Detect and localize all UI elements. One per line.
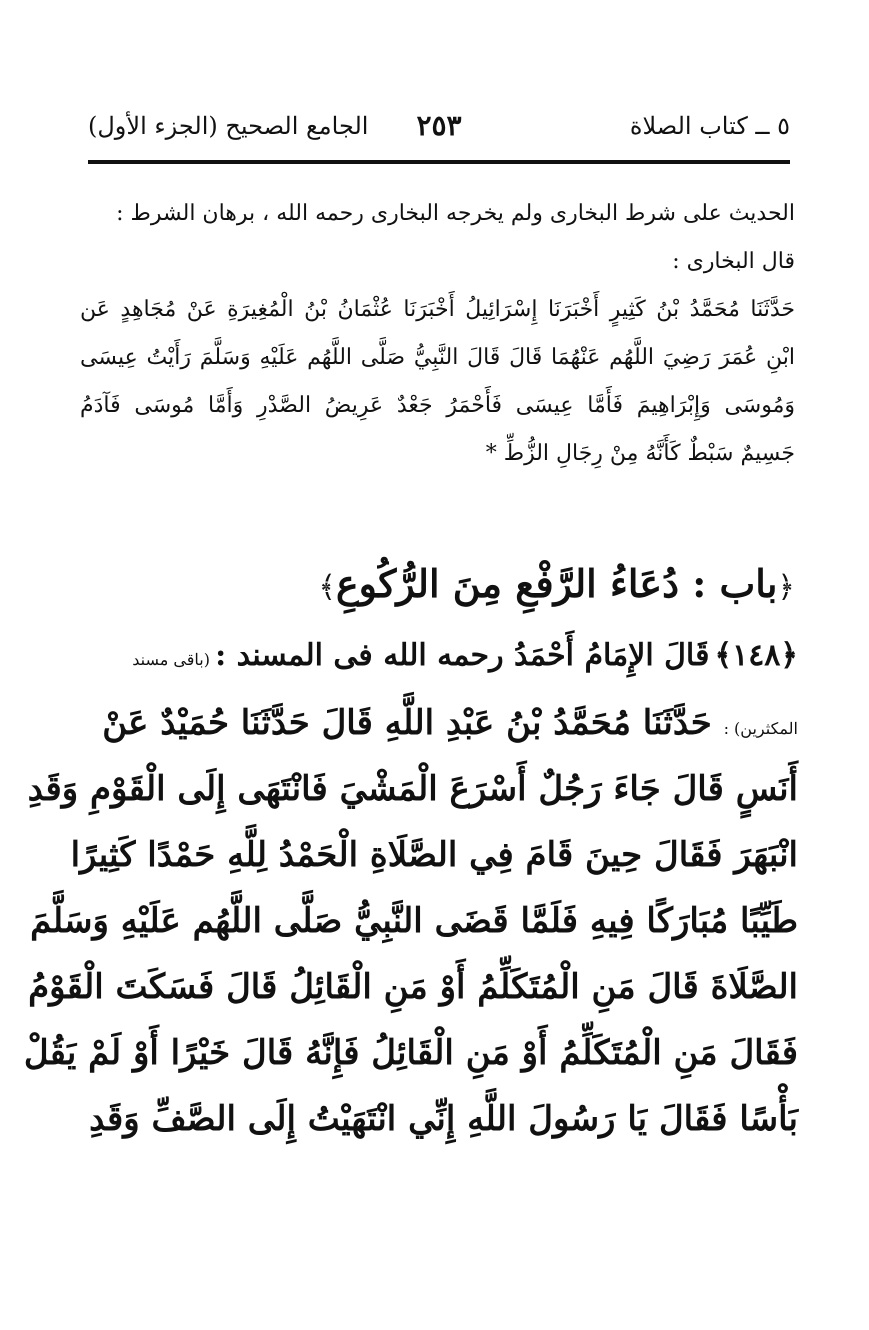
ornament-close-icon: ﴾ (714, 638, 733, 673)
page-number: ٢٥٣ (416, 109, 462, 142)
chapter-title: ٥ ــ كتاب الصلاة (629, 112, 790, 140)
running-header (88, 102, 790, 150)
hadith-text (23, 690, 798, 1152)
hadith-line: فَقَالَ مَنِ الْمُتَكَلِّمُ أَوْ مَنِ الْقَائِلُ فَإِنَّهُ قَالَ خَيْرًا أَوْ لَمْ يَقُلْ (23, 1033, 798, 1073)
narration-line: وَمُوسَى وَإِبْرَاهِيمَ فَأَمَّا عِيسَى فَأَحْمَرُ جَعْدٌ عَرِيضُ الصَّدْرِ وَأَمَّا مُوسَى فَآدَمُ (80, 393, 795, 418)
condition-line: الحديث على شرط البخارى ولم يخرجه البخارى رحمه الله ، برهان الشرط : (116, 201, 795, 226)
header-divider (88, 160, 790, 164)
hadith-number: ١٤٨ (732, 638, 781, 673)
hadith-heading (108, 628, 798, 684)
section-title-text: باب : دُعَاءُ الرَّفْعِ مِنَ الرُّكُوعِ (336, 561, 778, 606)
intro-block (80, 190, 795, 478)
hadith-source-part-a: (باقى مسند (132, 650, 210, 669)
hadith-line: الصَّلَاةَ قَالَ مَنِ الْمُتَكَلِّمُ أَوْ مَنِ الْقَائِلُ قَالَ فَسَكَتَ الْقَوْمُ (28, 967, 798, 1007)
hadith-line: طَيِّبًا مُبَارَكًا فِيهِ فَلَمَّا قَضَى النَّبِيُّ صَلَّى اللَّهُم عَلَيْهِ وَسَلَّمَ (30, 901, 798, 941)
ornament-open-icon: ﴿ (780, 638, 798, 673)
hadith-line (102, 690, 798, 756)
hadith-intro: قَالَ الإِمَامُ أَحْمَدُ رحمه الله فى المسند : (215, 638, 710, 673)
narration-line: جَسِيمٌ سَبْطٌ كَأَنَّهُ مِنْ رِجَالِ الزُّطِّ * (485, 441, 795, 466)
ornament-open-icon: ﴿ (777, 570, 795, 605)
hadith-source-part-b: المكثرين) : (723, 719, 798, 738)
bukhari-label: قال البخارى : (672, 249, 795, 274)
hadith-line: بَأْسًا فَقَالَ يَا رَسُولَ اللَّهِ إِنِّي انْتَهَيْتُ إِلَى الصَّفِّ وَقَدِ (89, 1099, 798, 1139)
hadith-line: انْبَهَرَ فَقَالَ حِينَ قَامَ فِي الصَّلَاةِ الْحَمْدُ لِلَّهِ حَمْدًا كَثِيرًا (70, 835, 798, 875)
section-heading (100, 548, 795, 620)
narration-line: ابْنِ عُمَرَ رَضِيَ اللَّهُم عَنْهُمَا قَالَ قَالَ النَّبِيُّ صَلَّى اللَّهُم عَلَيْهِ وَسَلَّمَ رَأَيْتُ عِيسَى (80, 345, 795, 370)
ornament-close-icon: ﴾ (318, 570, 336, 605)
book-title: الجامع الصحيح (الجزء الأول) (88, 112, 369, 140)
hadith-line: أَنَسٍ قَالَ جَاءَ رَجُلٌ أَسْرَعَ الْمَشْيَ فَانْتَهَى إِلَى الْقَوْمِ وَقَدِ (27, 769, 798, 809)
hadith-line-text: حَدَّثَنَا مُحَمَّدُ بْنُ عَبْدِ اللَّهِ قَالَ حَدَّثَنَا حُمَيْدٌ عَنْ (102, 703, 712, 743)
narration-line: حَدَّثَنَا مُحَمَّدُ بْنُ كَثِيرٍ أَخْبَرَنَا إِسْرَائِيلُ أَخْبَرَنَا عُثْمَانُ بْنُ الْمُغِيرَةِ عَنْ مُجَاهِدٍ عَن (80, 297, 795, 322)
